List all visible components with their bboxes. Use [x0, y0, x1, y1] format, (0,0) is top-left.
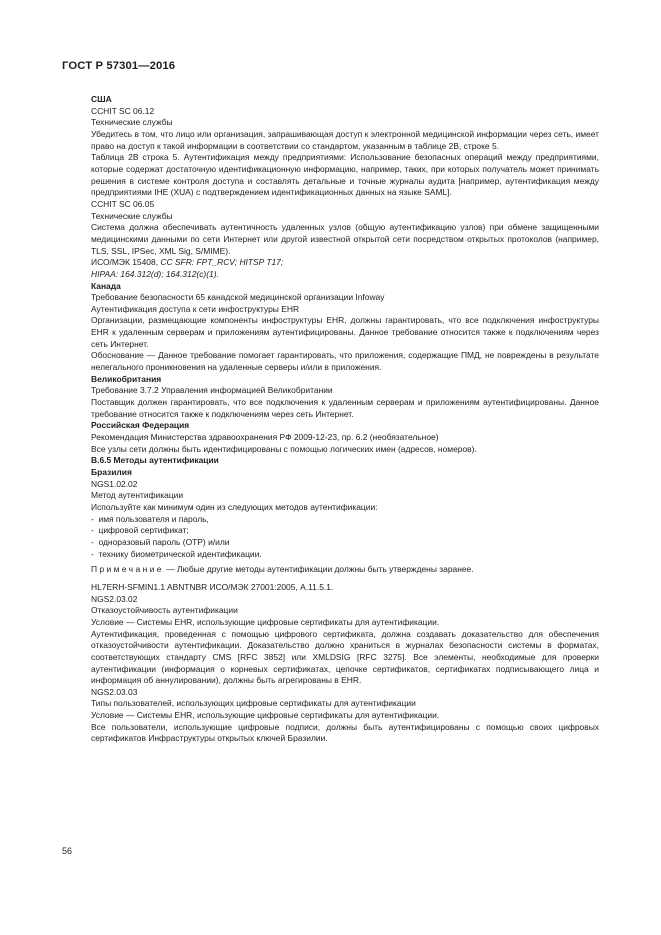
paragraph: Технические службы — [91, 210, 173, 221]
paragraph — [91, 257, 599, 269]
document-header: ГОСТ Р 57301—2016 — [62, 60, 176, 72]
paragraph: Метод аутентификации — [91, 490, 184, 501]
section-heading: США — [91, 94, 112, 104]
paragraph: Поставщик должен гарантировать, что все подключения к удаленным серверам и приложениям аутентифицированы. Данное требование относится также к подключениям через сеть Интернет. — [91, 397, 599, 419]
section-heading: Канада — [91, 280, 121, 291]
note-label: Примечание — [91, 564, 164, 575]
paragraph: Требование 3.7.2 Управления информацией Великобритании — [91, 385, 333, 396]
paragraph-italic-text: CC SFR: FPT_RCV; HITSP T17; — [160, 257, 284, 268]
paragraph: Используйте как минимум один из следующих методов аутентификации: — [91, 501, 378, 512]
list-item: - одноразовый пароль (ОТР) и/или — [91, 537, 599, 549]
paragraph: NGS2.03.03 — [91, 686, 138, 697]
note-paragraph — [91, 564, 599, 576]
list-item: - технику биометрической идентификации. — [91, 549, 599, 561]
paragraph: CCHIT SC 06.12 — [91, 105, 155, 116]
list-item: - цифровой сертификат; — [91, 525, 599, 537]
paragraph: Аутентификация доступа к сети инфоструктуры EHR — [91, 303, 300, 314]
paragraph: Организации, размещающие компоненты инфоструктуры EHR, должны гарантировать, что все подключения инфоструктуры EHR к удаленным серверам и приложениям аутентифицированы. Данное требование относится также к подключениям через сеть Интернет. — [91, 315, 599, 349]
section-heading: Российская Федерация — [91, 420, 190, 431]
paragraph: HL7ERH-SFMIN1.1 ABNTNBR ИСО/МЭК 27001:2005, A.11.5.1. — [91, 581, 334, 592]
paragraph: CCHIT SC 06.05 — [91, 198, 155, 209]
paragraph: Типы пользователей, использующих цифровые сертификаты для аутентификации — [91, 698, 416, 709]
paragraph: Отказоустойчивость аутентификации — [91, 605, 238, 616]
paragraph: Рекомендация Министерства здравоохранения РФ 2009-12-23, пр. 6.2 (необязательное) — [91, 432, 439, 443]
paragraph: Требование безопасности 65 канадской медицинской организации Infoway — [91, 292, 385, 303]
paragraph: Обоснование — Данное требование помогает гарантировать, что приложения, содержащие ПМД, не повреждены в результате нелегального проникновения на удаленные серверы и/или в приложения. — [91, 350, 599, 373]
paragraph: Условие — Системы EHR, использующие цифровые сертификаты для аутентификации. — [91, 616, 440, 627]
paragraph-text: ИСО/МЭК 15408, — [91, 257, 161, 268]
paragraph: HIPAA: 164.312(d); 164.312(c)(1). — [91, 268, 219, 279]
paragraph: Таблица 2В строка 5. Аутентификация между предприятиями: Использование безопасных операций между предприятиями, которые содержат достаточную идентификационную информацию, например, таких, при которых получатель может принимать решения в системе контроля доступа и составлять детальные и точные журналы аудита [например, аутентификация между предприятиями IHE (XUA) с подтверждением идентификационных данных на языке SAML]. — [91, 152, 599, 198]
list-item: - имя пользователя и пароль, — [91, 514, 599, 526]
section-heading: В.6.5 Методы аутентификации — [91, 455, 219, 466]
paragraph: Система должна обеспечивать аутентичность удаленных узлов (общую аутентификацию узлов) при обмене защищенными медицинскими данными по сети Интернет или другой известной открытой сети посредством открытых протоколов (например, TLS, SSL, IPSec, XML Sig, S/MIME). — [91, 222, 599, 256]
page-number: 56 — [62, 846, 73, 856]
paragraph: Все пользователи, использующие цифровые подписи, должны быть аутентифицированы с помощью своих цифровых сертификатов Инфраструктуры открытых ключей Бразилии. — [91, 721, 599, 744]
paragraph: Условие — Системы EHR, использующие цифровые сертификаты для аутентификации. — [91, 710, 440, 721]
section-heading: Бразилия — [91, 467, 132, 477]
paragraph: NGS1.02.02 — [91, 478, 138, 489]
dash-list — [91, 514, 599, 561]
note-text: — Любые другие методы аутентификации должны быть утверждены заранее. — [163, 564, 474, 575]
document-body — [91, 94, 599, 745]
paragraph: Технические службы — [91, 117, 173, 128]
section-heading: Великобритания — [91, 373, 162, 384]
paragraph: Убедитесь в том, что лицо или организация, запрашивающая доступ к электронной медицинской информации через сеть, имеет право на доступ к такой информации в соответствии со стандартом, указанным в таблице 2В, строке 5. — [91, 128, 599, 151]
paragraph: NGS2.03.02 — [91, 593, 138, 604]
paragraph: Аутентификация, проведенная с помощью цифрового сертификата, должна создавать доказательство для обеспечения отказоустойчивости аутентификации. Доказательство должно храниться в журналах безопасности системы в форматах, соответствующих стандарту CMS [RFC 3852] или XMLDSIG [RFC 3275]. Все элементы, необходимые для проверки аутентификации (информация о корневых сертификатах, цепочке сертификатов, сертификатах подписывающего лица и информация об аннулировании), должны быть агрегированы в EHR. — [91, 628, 599, 686]
paragraph: Все узлы сети должны быть идентифицированы с помощью логических имен (адресов, номеров). — [91, 443, 477, 454]
